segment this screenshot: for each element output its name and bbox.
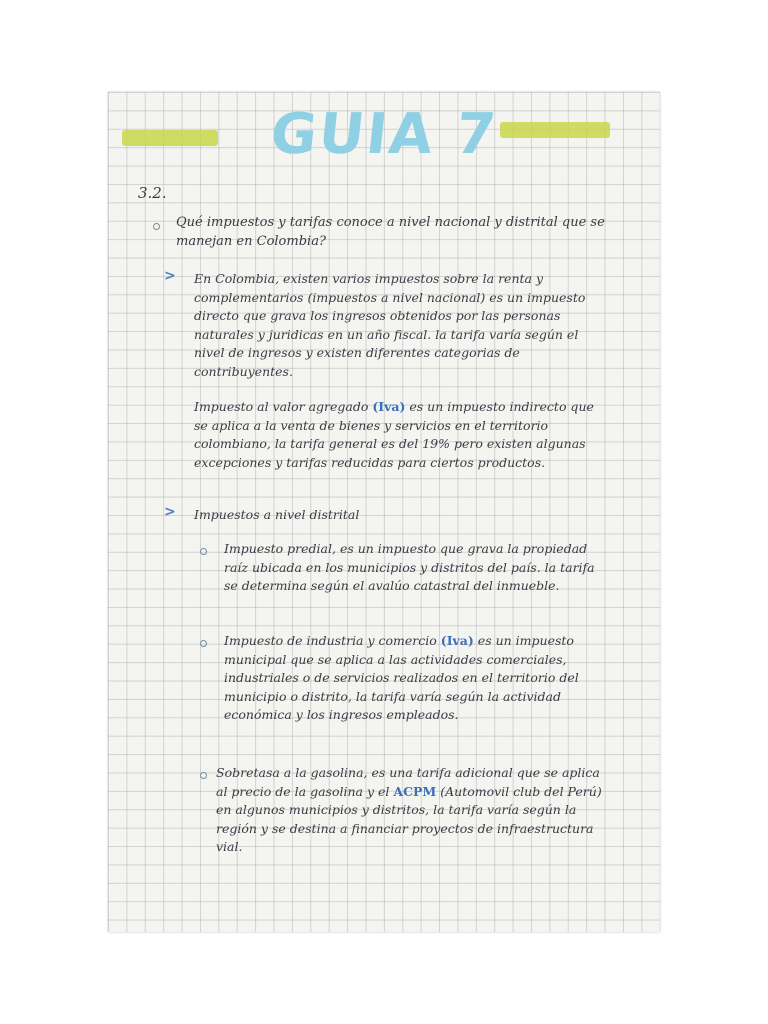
section-number: 3.2. [138,184,167,202]
predial-bullet-icon [200,548,207,555]
answer-ica [224,632,604,725]
answer-iva [194,398,604,472]
question-bullet-icon [153,223,160,230]
sobretasa-tag: ACPM [393,783,437,799]
arrow-bullet-icon: > [164,504,176,520]
iva-text-pre: Impuesto al valor agregado [194,399,373,414]
answer-predial: Impuesto predial, es un impuesto que grava la propiedad raíz ubicada en los municipios y distritos del país. la tarifa se determina según el avalúo catastral del inmueble. [224,541,595,594]
iva-text-post: es un impuesto indirecto que se aplica a la venta de bienes y servicios en el territorio colombiano, la tarifa general es del 19% pero existen algunas excepciones y tarifas reducidas para ciertos productos. [194,399,594,470]
question-text: Qué impuestos y tarifas conoce a nivel nacional y distrital que se manejan en Colombia? [176,215,605,249]
sobretasa-bullet-icon [200,772,207,779]
ica-text-post: es un impuesto municipal que se aplica a las actividades comerciales, industriales o de servicios realizados en el territorio del municipio o distrito, la tarifa varía según la actividad económica y los ingresos empleados. [224,633,579,723]
answer-sobretasa [216,764,610,857]
sobretasa-text-post: (Automovil club del Perú) en algunos municipios y distritos, la tarifa varía según la región y se destina a financiar proyectos de infraestructura vial. [216,783,602,855]
answer-nacional-renta: En Colombia, existen varios impuestos sobre la renta y complementarios (impuestos a nivel nacional) es un impuesto directo que grava los ingresos obtenidos por las personas naturales y juridicas en un año fiscal. la tarifa varía según el nivel de ingresos y existen diferentes categorias de contribuyentes. [194,271,586,379]
sobretasa-text-pre: Sobretasa a la gasolina, es una tarifa adicional que se aplica al precio de la gasolina y el [216,765,600,799]
ica-bullet-icon [200,640,207,647]
page-title: GUIA 7 [267,102,501,167]
arrow-bullet-icon: > [164,268,176,284]
ica-text-pre: Impuesto de industria y comercio [224,633,441,648]
ica-tag: (Iva) [440,633,474,648]
iva-tag: (Iva) [372,399,406,414]
distrital-heading: Impuestos a nivel distrital [194,507,360,522]
notebook-page [108,92,660,932]
